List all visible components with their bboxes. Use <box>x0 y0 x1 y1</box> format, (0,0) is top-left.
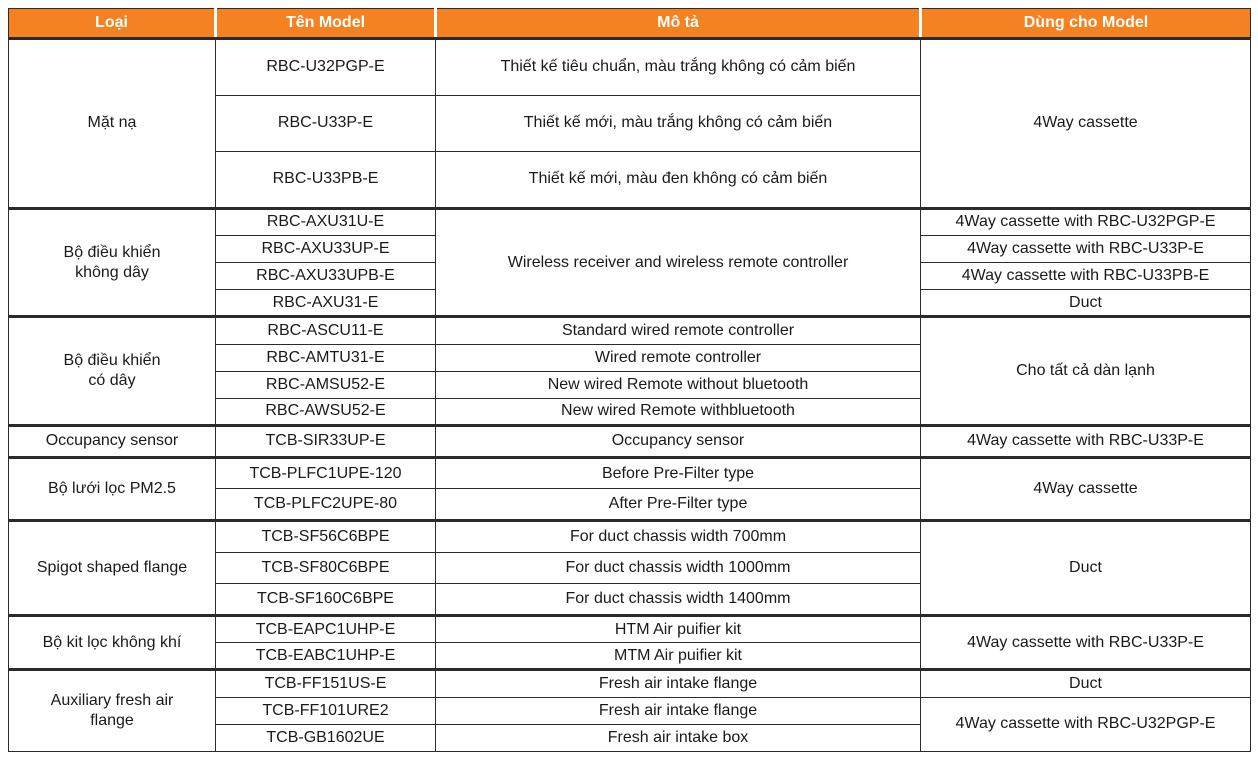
category-line: Auxiliary fresh air <box>50 692 174 710</box>
description-cell: For duct chassis width 700mm <box>436 521 921 553</box>
description-cell: New wired Remote withbluetooth <box>436 398 921 425</box>
category-cell: Occupancy sensor <box>9 425 216 457</box>
description-cell: Fresh air intake flange <box>436 670 921 697</box>
usage-cell: Duct <box>921 670 1251 697</box>
model-cell: RBC-AMTU31-E <box>216 344 436 371</box>
model-cell: RBC-U33P-E <box>216 95 436 152</box>
accessory-table <box>8 8 1251 752</box>
header-mo-ta: Mô tả <box>436 9 921 39</box>
model-cell: RBC-U32PGP-E <box>216 39 436 96</box>
model-cell: RBC-AXU31-E <box>216 290 436 317</box>
model-cell: TCB-GB1602UE <box>216 724 436 751</box>
description-cell: After Pre-Filter type <box>436 489 921 521</box>
model-cell: RBC-ASCU11-E <box>216 317 436 344</box>
description-cell: Wired remote controller <box>436 344 921 371</box>
model-cell: TCB-EAPC1UHP-E <box>216 616 436 643</box>
model-cell: RBC-AXU33UPB-E <box>216 263 436 290</box>
category-line: Bộ điều khiển <box>63 352 161 370</box>
model-cell: RBC-AMSU52-E <box>216 371 436 398</box>
table-row <box>9 425 1251 457</box>
description-cell: New wired Remote without bluetooth <box>436 371 921 398</box>
usage-cell: 4Way cassette with RBC-U33P-E <box>921 425 1251 457</box>
description-cell: Standard wired remote controller <box>436 317 921 344</box>
model-cell: RBC-AWSU52-E <box>216 398 436 425</box>
table-row <box>9 457 1251 489</box>
table-row <box>9 317 1251 344</box>
header-loai: Loại <box>9 9 216 39</box>
model-cell: TCB-PLFC2UPE-80 <box>216 489 436 521</box>
table-row <box>9 670 1251 697</box>
description-cell: Before Pre-Filter type <box>436 457 921 489</box>
usage-cell: 4Way cassette <box>921 39 1251 209</box>
category-cell: Mặt nạ <box>9 39 216 209</box>
table-row <box>9 616 1251 643</box>
description-cell: For duct chassis width 1000mm <box>436 552 921 584</box>
category-cell <box>9 670 216 752</box>
model-cell: RBC-AXU31U-E <box>216 208 436 235</box>
table-row <box>9 39 1251 96</box>
category-cell <box>9 208 216 317</box>
header-ten-model: Tên Model <box>216 9 436 39</box>
description-cell: Thiết kế mới, màu trắng không có cảm biến <box>436 95 921 152</box>
description-cell: Fresh air intake box <box>436 724 921 751</box>
usage-cell: 4Way cassette with RBC-U32PGP-E <box>921 697 1251 751</box>
model-cell: TCB-SF160C6BPE <box>216 584 436 616</box>
model-cell: TCB-FF151US-E <box>216 670 436 697</box>
category-line: Bộ điều khiển <box>63 243 161 261</box>
category-line: có dây <box>88 372 136 390</box>
usage-cell: 4Way cassette with RBC-U33PB-E <box>921 263 1251 290</box>
usage-cell: 4Way cassette with RBC-U33P-E <box>921 616 1251 670</box>
category-cell: Spigot shaped flange <box>9 521 216 616</box>
usage-cell: 4Way cassette with RBC-U33P-E <box>921 235 1251 262</box>
header-dung-cho-model: Dùng cho Model <box>921 9 1251 39</box>
model-cell: TCB-SIR33UP-E <box>216 425 436 457</box>
model-cell: TCB-SF80C6BPE <box>216 552 436 584</box>
description-cell: Thiết kế tiêu chuẩn, màu trắng không có cảm biến <box>436 39 921 96</box>
description-cell: MTM Air puifier kit <box>436 643 921 670</box>
model-cell: TCB-FF101URE2 <box>216 697 436 724</box>
table-row <box>9 208 1251 235</box>
usage-cell: Cho tất cả dàn lạnh <box>921 317 1251 426</box>
table-row <box>9 521 1251 553</box>
category-line: flange <box>90 712 134 730</box>
category-cell: Bộ kit lọc không khí <box>9 616 216 670</box>
category-line: không dây <box>75 263 149 281</box>
model-cell: RBC-AXU33UP-E <box>216 235 436 262</box>
model-cell: TCB-PLFC1UPE-120 <box>216 457 436 489</box>
description-cell: Fresh air intake flange <box>436 697 921 724</box>
description-cell: Wireless receiver and wireless remote controller <box>436 208 921 317</box>
category-cell <box>9 317 216 426</box>
description-cell: Thiết kế mới, màu đen không có cảm biến <box>436 152 921 209</box>
model-cell: TCB-SF56C6BPE <box>216 521 436 553</box>
usage-cell: 4Way cassette with RBC-U32PGP-E <box>921 208 1251 235</box>
usage-cell: Duct <box>921 290 1251 317</box>
description-cell: HTM Air puifier kit <box>436 616 921 643</box>
model-cell: TCB-EABC1UHP-E <box>216 643 436 670</box>
description-cell: Occupancy sensor <box>436 425 921 457</box>
usage-cell: 4Way cassette <box>921 457 1251 520</box>
description-cell: For duct chassis width 1400mm <box>436 584 921 616</box>
category-cell: Bộ lưới lọc PM2.5 <box>9 457 216 520</box>
model-cell: RBC-U33PB-E <box>216 152 436 209</box>
usage-cell: Duct <box>921 521 1251 616</box>
